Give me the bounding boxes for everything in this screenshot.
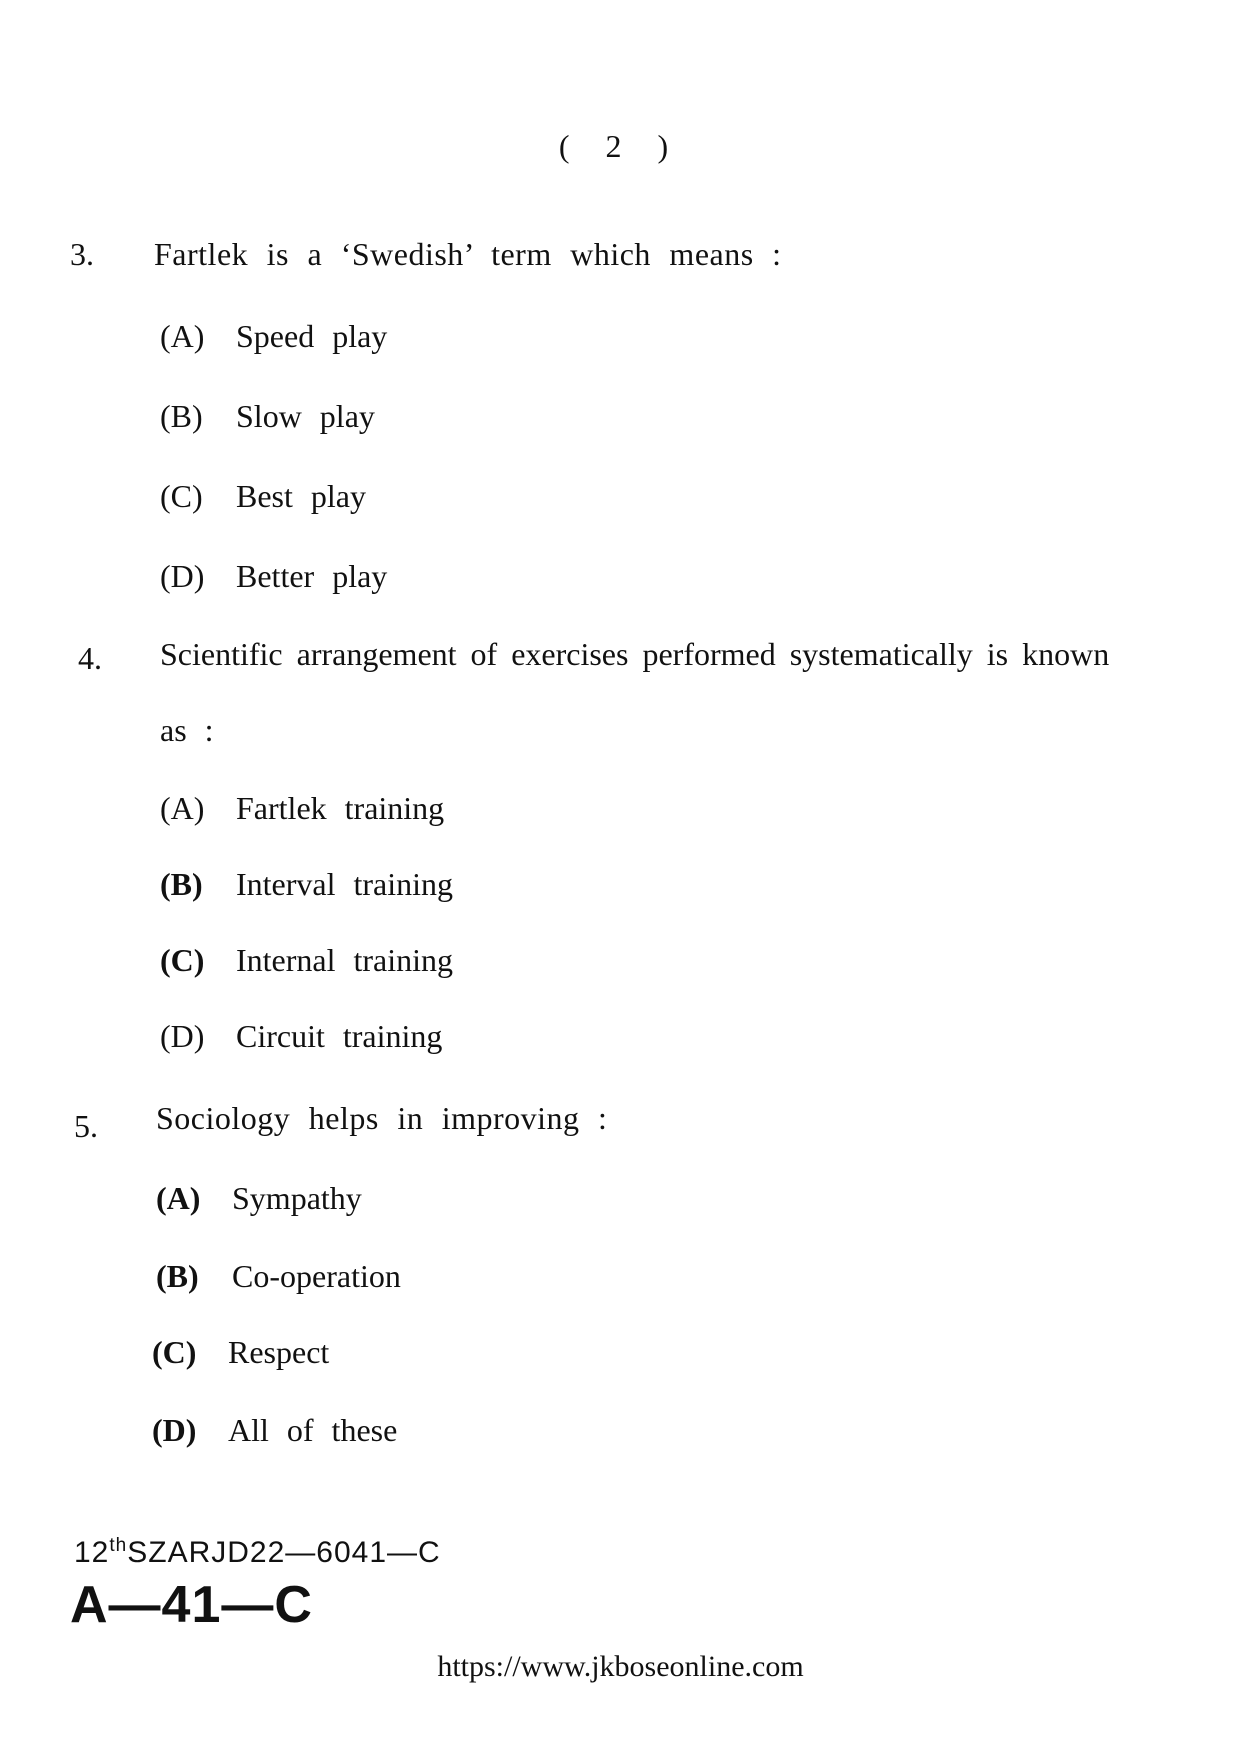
paper-code bbox=[74, 1535, 441, 1570]
option-text: All of these bbox=[228, 1412, 398, 1448]
question-5-option-b bbox=[156, 1258, 401, 1295]
question-4-number: 4. bbox=[78, 640, 102, 676]
option-text: Better play bbox=[236, 558, 388, 594]
option-text: Internal training bbox=[236, 942, 454, 978]
option-label: (C) bbox=[152, 1334, 197, 1370]
question-4-option-a bbox=[160, 790, 444, 827]
source-url: https://www.jkboseonline.com bbox=[437, 1650, 804, 1683]
question-5-number: 5. bbox=[74, 1108, 98, 1144]
paper-code-superscript: th bbox=[109, 1535, 128, 1556]
question-5-option-d bbox=[152, 1412, 397, 1449]
question-3-option-d bbox=[160, 558, 387, 595]
question-3-text: Fartlek is a ‘Swedish’ term which means : bbox=[154, 236, 782, 272]
question-4-option-d bbox=[160, 1018, 442, 1055]
question-5-text: Sociology helps in improving : bbox=[156, 1100, 608, 1136]
option-label: (D) bbox=[160, 1018, 205, 1054]
option-label: (A) bbox=[156, 1180, 201, 1216]
question-4-text: Scientific arrangement of exercises performed systematically is known bbox=[160, 636, 1110, 672]
question-4-option-c bbox=[160, 942, 453, 979]
option-text: Best play bbox=[236, 478, 366, 514]
page-number: ( 2 ) bbox=[558, 128, 683, 164]
option-text: Fartlek training bbox=[236, 790, 445, 826]
question-3-number: 3. bbox=[70, 236, 94, 272]
question-3-option-a bbox=[160, 318, 387, 355]
question-3-option-c bbox=[160, 478, 366, 515]
paper-code-rest: SZARJD22—6041—C bbox=[127, 1536, 441, 1569]
option-label: (D) bbox=[160, 558, 205, 594]
option-label: (D) bbox=[152, 1412, 197, 1448]
option-label: (C) bbox=[160, 478, 203, 514]
option-label: (C) bbox=[160, 942, 205, 978]
option-text: Speed play bbox=[236, 318, 388, 354]
option-label: (B) bbox=[156, 1258, 199, 1294]
option-label: (B) bbox=[160, 398, 203, 434]
option-text: Co-operation bbox=[232, 1258, 401, 1294]
question-4-continuation: as : bbox=[160, 712, 214, 748]
paper-code-prefix: 12 bbox=[74, 1536, 110, 1569]
question-3-option-b bbox=[160, 398, 375, 435]
option-text: Respect bbox=[228, 1334, 330, 1370]
option-text: Slow play bbox=[236, 398, 375, 434]
question-5-option-a bbox=[156, 1180, 362, 1217]
option-text: Sympathy bbox=[232, 1180, 362, 1216]
option-label: (B) bbox=[160, 866, 203, 902]
option-label: (A) bbox=[160, 318, 205, 354]
option-text: Interval training bbox=[236, 866, 454, 902]
question-5-option-c bbox=[152, 1334, 329, 1371]
paper-set-code: A—41—C bbox=[70, 1576, 313, 1634]
option-label: (A) bbox=[160, 790, 205, 826]
option-text: Circuit training bbox=[236, 1018, 443, 1054]
question-4-option-b bbox=[160, 866, 453, 903]
